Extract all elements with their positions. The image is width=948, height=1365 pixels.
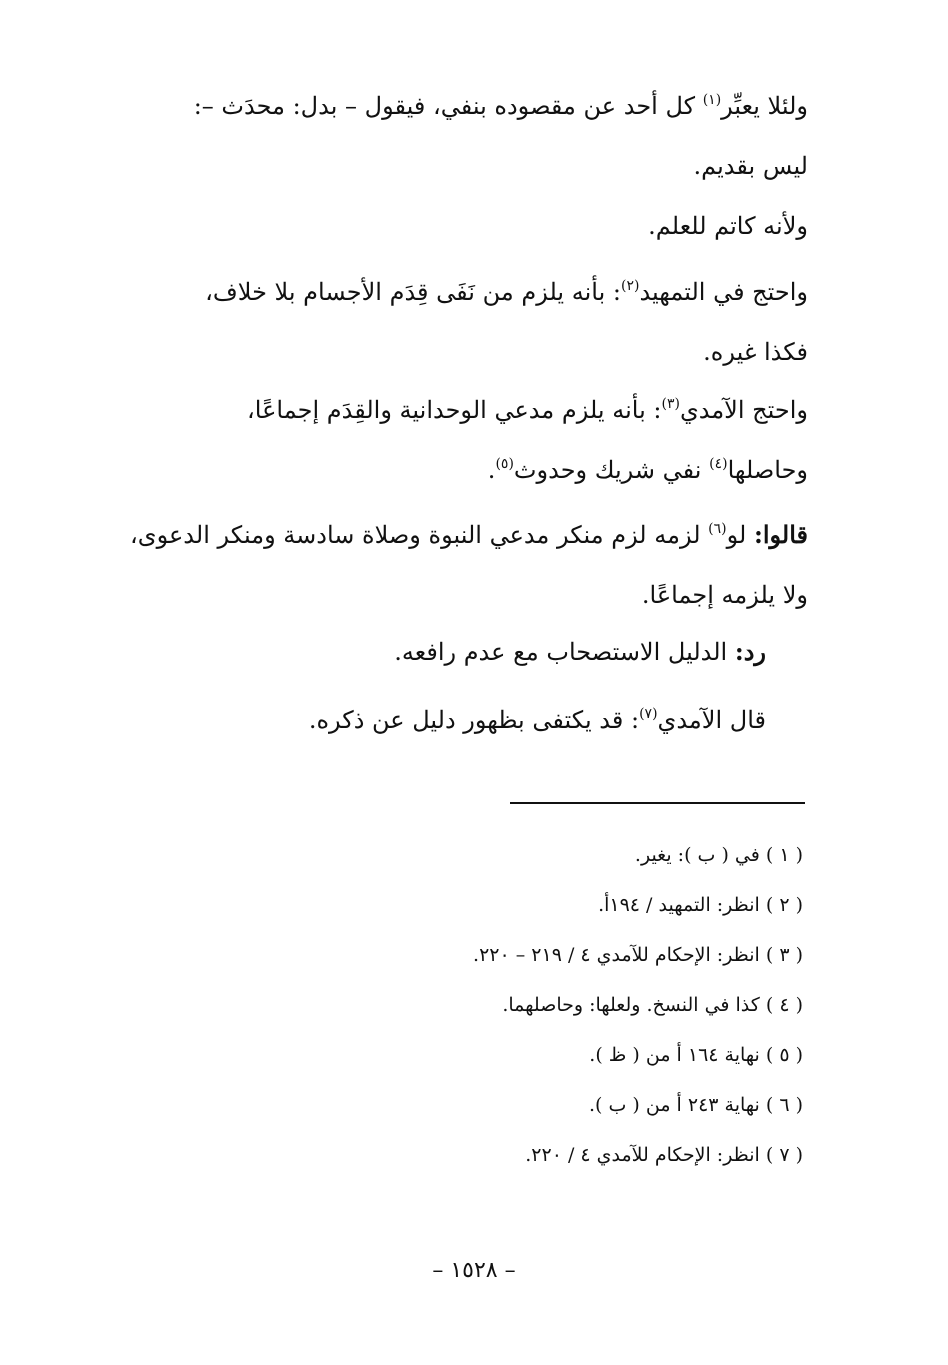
footnote-ref-7[interactable]: (٧) — [639, 706, 658, 722]
paragraph-4-line-1: واحتج الآمدي$^{(٣)}$: بأنه يلزم مدعي الوحدانية والقِدَم إجماعًا، — [247, 396, 808, 424]
radd-label: رد: — [734, 637, 766, 666]
paragraph-3-line-1: واحتج في التمهيد$^{(٢)}$: بأنه يلزم من نَفَى قِدَم الأجسام بلا خلاف، — [205, 278, 808, 306]
qalu-label: قالوا: — [753, 520, 808, 549]
footnote-7: ( ٧ ) انظر: الإحكام للآمدي ٤ / ٢٢٠. — [525, 1144, 803, 1166]
footnote-ref-1[interactable]: (١) — [702, 92, 722, 108]
paragraph-1-line-2: ليس بقديم. — [693, 152, 808, 180]
paragraph-2 — [648, 196, 808, 256]
paragraph-7-line-1: قال الآمدي$^{(٧)}$: قد يكتفى بظهور دليل عن ذكره. — [308, 706, 766, 734]
paragraph-4 — [247, 380, 808, 500]
footnotes-list — [473, 830, 803, 1180]
paragraph-4-line-2: وحاصلها$^{(٤)}$ نفي شريك وحدوث$^{(٥)}$. — [487, 456, 808, 484]
paragraph-5 — [130, 505, 808, 625]
footnote-2: ( ٢ ) انظر: التمهيد / ١٩٤أ. — [598, 894, 803, 916]
paragraph-5-line-1: قالوا: لو$^{(٦)}$ لزمه لزم منكر مدعي النبوة وصلاة سادسة ومنكر الدعوى، — [130, 520, 808, 549]
footnote-6: ( ٦ ) نهاية ٢٤٣ أ من ( ب ). — [588, 1094, 803, 1116]
footnote-ref-3[interactable]: (٣) — [661, 396, 680, 412]
paragraph-6-line-1: رد: الدليل الاستصحاب مع عدم رافعه. — [394, 637, 766, 666]
page-number: – ١٥٢٨ – — [432, 1258, 516, 1283]
paragraph-2-line-1: ولأنه كاتم للعلم. — [648, 212, 808, 240]
footnote-ref-5[interactable]: (٥) — [495, 456, 514, 472]
footnote-ref-2[interactable]: (٢) — [620, 278, 640, 294]
paragraph-3-line-2: فكذا غيره. — [703, 338, 808, 366]
footnote-4: ( ٤ ) كذا في النسخ. ولعلها: وحاصلهما. — [502, 994, 803, 1016]
footnote-1: ( ١ ) في ( ب ): يغير. — [634, 844, 803, 866]
paragraph-3 — [205, 262, 808, 382]
footnote-ref-4[interactable]: (٤) — [709, 456, 728, 472]
footnote-ref-6[interactable]: (٦) — [708, 521, 727, 537]
footnote-separator — [510, 802, 805, 804]
footnote-5: ( ٥ ) نهاية ١٦٤ أ من ( ظ ). — [589, 1044, 803, 1066]
footnote-3: ( ٣ ) انظر: الإحكام للآمدي ٤ / ٢١٩ – ٢٢٠. — [473, 944, 803, 966]
paragraph-1 — [194, 76, 808, 196]
paragraph-6 — [394, 622, 766, 682]
paragraph-1-line-1: ولئلا يعبِّر$^{(١)}$ كل أحد عن مقصوده بنفي، فيقول – بدل: محدَث –: — [193, 92, 808, 120]
paragraph-7 — [309, 690, 766, 750]
paragraph-5-line-2: ولا يلزمه إجماعًا. — [641, 581, 808, 609]
